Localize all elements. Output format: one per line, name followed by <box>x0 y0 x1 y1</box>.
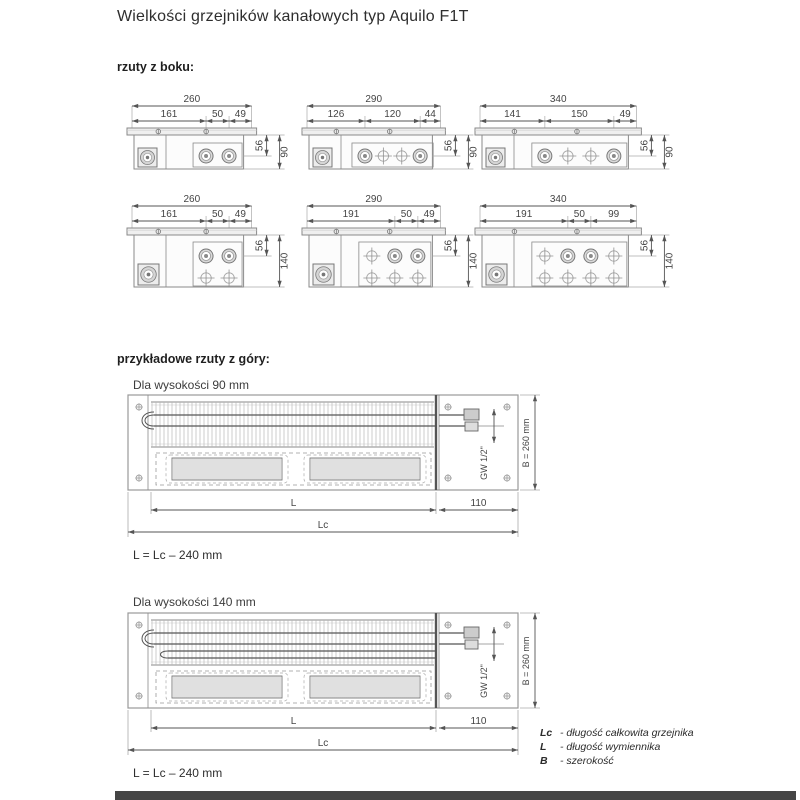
valve-icon <box>138 148 157 167</box>
dim-height-total: 90 <box>664 146 676 158</box>
side-view-340-140 <box>462 190 677 310</box>
dim-segment: 49 <box>619 109 631 120</box>
dim-segment: 50 <box>573 209 585 220</box>
technical-drawing-side <box>462 90 677 185</box>
valve-icon <box>138 264 159 285</box>
formula-90: L = Lc – 240 mm <box>133 548 223 562</box>
formula-140: L = Lc – 240 mm <box>133 766 223 780</box>
technical-drawing-side <box>462 190 677 305</box>
dim-110: 110 <box>470 716 487 727</box>
dim-total-width: 290 <box>365 94 383 105</box>
legend-item-b <box>540 754 694 768</box>
dim-segment: 44 <box>424 109 436 120</box>
legend-item-lc <box>540 726 694 740</box>
dim-connection-thread: GW 1/2" <box>479 664 489 698</box>
pipe-connection-icon <box>388 249 402 263</box>
top-view-140-title: Dla wysokości 140 mm <box>133 595 256 609</box>
valve-icon <box>313 148 332 167</box>
dim-length-Lc: Lc <box>317 520 329 531</box>
dim-total-width: 260 <box>183 194 201 205</box>
dim-segment: 50 <box>400 209 412 220</box>
legend-desc: - długość wymiennika <box>560 741 661 753</box>
dim-height-upper: 56 <box>639 139 651 152</box>
dim-width-B: B = 260 mm <box>521 418 531 468</box>
dim-height-total: 90 <box>468 146 480 158</box>
legend-symbol: L <box>540 741 547 753</box>
pipe-connection-icon <box>358 149 372 163</box>
legend-desc: - szerokość <box>560 755 614 767</box>
technical-drawing-top <box>126 393 546 543</box>
dim-segment: 99 <box>608 209 620 220</box>
dim-segment: 150 <box>571 109 588 120</box>
dim-total-width: 260 <box>183 94 201 105</box>
top-view-90-title: Dla wysokości 90 mm <box>133 378 250 392</box>
valve-icon <box>313 264 334 285</box>
dim-length-L: L <box>290 498 297 509</box>
bottom-table-edge <box>115 791 796 800</box>
dim-segment: 50 <box>211 109 224 120</box>
dim-segment: 49 <box>234 209 246 220</box>
dim-height-upper: 56 <box>254 239 266 252</box>
dim-total-width: 340 <box>549 194 567 205</box>
technical-drawing-top <box>126 611 546 761</box>
pipe-connection-icon <box>199 149 213 163</box>
pipe-connection-icon <box>607 149 621 163</box>
pipe-connection-icon <box>561 249 575 263</box>
dim-height-total: 140 <box>664 252 676 270</box>
dim-segment: 141 <box>504 109 521 120</box>
dim-height-total: 90 <box>279 146 291 158</box>
dim-width-B: B = 260 mm <box>521 636 531 686</box>
pipe-connection-icon <box>411 249 425 263</box>
dim-length-L: L <box>290 716 297 727</box>
section-label-side-views: rzuty z boku: <box>117 60 195 74</box>
pipe-connection-icon <box>222 149 236 163</box>
section-label-top-views: przykładowe rzuty z góry: <box>117 352 270 366</box>
side-view-340-90 <box>462 90 677 190</box>
dim-height-upper: 56 <box>443 139 455 152</box>
dim-height-upper: 56 <box>443 239 455 252</box>
dim-segment: 191 <box>515 209 533 220</box>
valve-icon <box>486 264 507 285</box>
dim-110: 110 <box>470 498 487 509</box>
dim-segment: 191 <box>342 209 360 220</box>
dim-height-upper: 56 <box>639 239 651 252</box>
dim-height-total: 140 <box>279 252 291 270</box>
legend-item-l <box>540 740 694 754</box>
dim-segment: 50 <box>211 209 224 220</box>
legend-symbol: Lc <box>540 727 553 739</box>
pipe-connection-icon <box>584 249 598 263</box>
dim-segment: 126 <box>327 109 345 120</box>
pipe-connection-icon <box>222 249 236 263</box>
top-view-140-drawing <box>126 611 546 766</box>
dim-length-Lc: Lc <box>317 738 329 749</box>
dim-segment: 49 <box>423 209 435 220</box>
dim-segment: 120 <box>384 109 401 120</box>
dim-connection-thread: GW 1/2" <box>479 446 489 480</box>
dim-total-width: 290 <box>365 194 383 205</box>
legend-desc: - długość całkowita grzejnika <box>560 727 694 739</box>
dim-height-upper: 56 <box>254 139 266 152</box>
dim-total-width: 340 <box>549 94 567 105</box>
pipe-connection-icon <box>199 249 213 263</box>
pipe-connection-icon <box>413 149 427 163</box>
dim-segment: 49 <box>234 109 246 120</box>
legend-symbol: B <box>540 755 548 767</box>
top-view-90-drawing <box>126 393 546 548</box>
valve-icon <box>486 148 505 167</box>
dim-height-total: 140 <box>468 252 480 270</box>
dim-segment: 161 <box>160 109 178 120</box>
dim-segment: 161 <box>160 209 178 220</box>
legend <box>540 726 694 768</box>
page-title: Wielkości grzejników kanałowych typ Aquilo F1T <box>117 8 469 25</box>
pipe-connection-icon <box>538 149 552 163</box>
